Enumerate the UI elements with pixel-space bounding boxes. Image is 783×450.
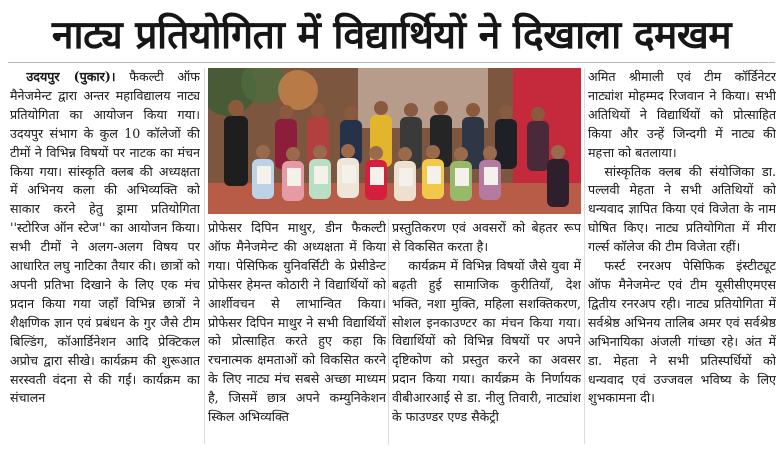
article-column-3	[392, 219, 581, 447]
article-paragraph: सांस्कृतिक क्लब की संयोजिका डा. पल्लवी मेहता ने सभी अतिथियों को धन्यवाद ज्ञापित किया एवं विजेता के नाम घोषित किए। नाट्य प्रतियोगिता में मीरा गर्ल्स कॉलेज की टीम विजेता रहीं।	[588, 163, 776, 255]
article-dateline: उदयपुर (पुकार)।	[26, 69, 116, 84]
column-divider	[204, 68, 205, 444]
article-paragraph: अमित श्रीमाली एवं टीम कॉर्डिनेटर नाट्यांश मोहम्मद रिजवान ने किया। सभी अतिथियों ने विद्यार्थियों को प्रोत्साहित किया और उन्हें जिन्दगी में नाट्य की महत्ता को बतलाया।	[588, 69, 776, 160]
article-paragraph: प्रस्तुतिकरण एवं अवसरों को बेहतर रूप से विकसित करता है।	[392, 220, 581, 254]
article-column-1	[10, 68, 200, 446]
column-divider	[584, 68, 585, 444]
group-photo-illustration	[208, 68, 581, 214]
article-text: फैकल्टी ऑफ मैनेजमेन्ट द्वारा अन्तर महाविद्यालय नाट्य प्रतियोगिता का आयोजन किया गया। उदयपुर संभाग के कुल 10 कॉलेजों की टीमों ने विभिन्न विषयों पर नाटक का मंचन किया गया। सांस्कृति क्लब की अध्यक्षता में अभिनय कला की अभिव्यक्ति को साकार करने हेतु ड्रामा प्रतियोगिता ''स्टोरिज ऑन स्टेज'' का आयोजन किया। सभी टीमों ने अलग-अलग विषय पर आधारित लघु नाटिका तैयार की। छात्रों को अपनी प्रतिभा दिखाने के लिए एक मंच प्रदान किया गया जहाँ विभिन्न छात्रों ने शैक्षणिक ज्ञान एवं प्रबंधन के गुर जैसे टीम बिल्डिंग, कॉआर्डिनेशन आदि प्रेक्टिकल अप्रोच द्वारा सीखे। कार्यक्रम की शुरूआत सरस्वती वंदना से की गई। कार्यक्रम का संचालन	[10, 69, 200, 406]
column-divider	[388, 219, 389, 445]
article-paragraph	[10, 68, 200, 408]
article-column-2	[208, 219, 386, 447]
article-column-4	[588, 68, 776, 446]
article-headline: नाट्य प्रतियोगिता में विद्यार्थियों ने दिखाला दमखम	[51, 12, 732, 58]
news-photo	[208, 68, 581, 214]
headline-divider	[8, 62, 775, 63]
article-paragraph: कार्यक्रम में विभिन्न विषयों जैसे युवा में बढ़ती हुई सामाजिक कुरीतियाँ, देश भक्ति, नशा मुक्ति, महिला सशक्तिकरण, सोशल इनकाउण्टर का मंचन किया गया। विद्यार्थियों को विभिन्न विषयों पर अपने दृष्टिकोण को प्रस्तुत करने का अवसर प्रदान किया गया। कार्यक्रम के निर्णायक वीबीआरआई से डा. नीलु तिवारी, नाट्यांश के फाउण्डर एण्ड सैकेट्री	[392, 257, 581, 425]
article-paragraph: प्रोफेसर दिपिन माथुर, डीन फैकल्टी ऑफ मैनेजमेन्ट की अध्यक्षता में किया गया। पेसिफिक युनिवर्सिटी के प्रेसीडेन्ट प्रोफेसर हेमन्त कोठारी ने विद्यार्थियों को आर्शीवचन से लाभान्वित किया। प्रोफेसर दिपिन माथुर ने सभी विद्यार्थियों को प्रोत्साहित करते हुए कहा कि रचनात्मक क्षमताओं को विकसित करने के लिए नाट्य मंच सबसे अच्छा माध्यम है, जिसमें छात्र अपने कम्युनिकेशन स्किल अभिव्यक्ति	[208, 220, 386, 425]
article-paragraph: फर्स्ट रनरअप पेसिफिक इंस्टीट्यूट ऑफ मैनेजमेन्ट एवं टीम यूसीसीएमएस द्वितीय रनरअप रही। नाट्य प्रतियोगिता में सर्वश्रेष्ठ अभिनय तालिब अमर एवं सर्वश्रेष्ठ अभिनायिका अंजली गांच्छा रहे। अंत में डा. मेहता ने सभी प्रतिस्पर्धियों को धन्यवाद एवं उज्जवल भविष्य के लिए शुभकामना दी।	[588, 258, 776, 406]
